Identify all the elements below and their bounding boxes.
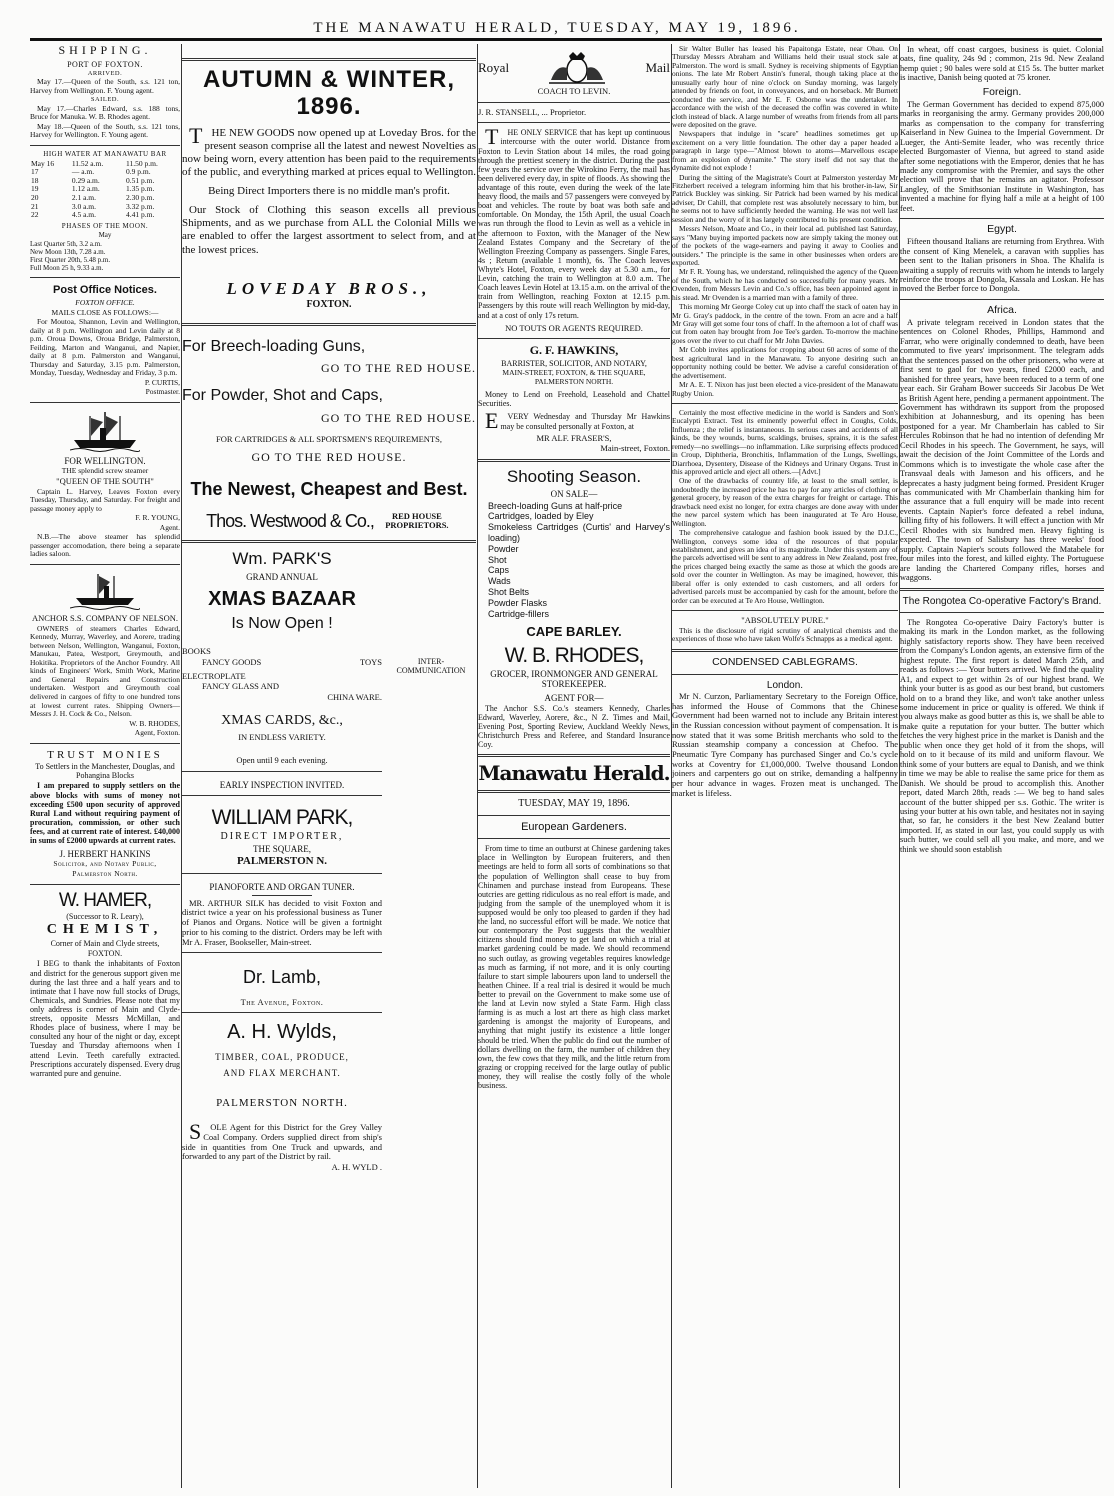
africa-heading: Africa. bbox=[987, 303, 1017, 316]
powder-heading: For Powder, Shot and Caps, bbox=[182, 387, 383, 405]
on-sale-label: ON SALE— bbox=[550, 489, 598, 500]
moon-heading: PHASES OF THE MOON. bbox=[61, 221, 149, 230]
tide-cell: 11.52 a.m. bbox=[71, 158, 104, 168]
lamb-name: Dr. Lamb, bbox=[242, 967, 322, 988]
red-house-line: GO TO THE RED HOUSE. bbox=[320, 410, 476, 425]
steamer-icon bbox=[70, 570, 140, 610]
tide-row bbox=[30, 203, 180, 212]
news-item: Certainly the most effective medicine in the world is Sanders and Son's Eucalypti Extract. Test its eminently powerful effect in Coughs, Colds, Influenza ; the relief is instantaneous. In serious cases and accidents of all kinds, be they wounds, burns, scaldings, bruises, sprains, it is the safest remedy—no swellings—no inflammation. Like surprising effects produced in Croup, Diphtheria, Bronchitis, Inflammation of the Lungs, Swellings, Diarrhoea, Dysentery, Disease of the Kidneys and Urinary Organs. Trust in this approved article and eject all others.—[Advt.] bbox=[672, 407, 898, 476]
london-heading: London. bbox=[766, 679, 804, 691]
books-label: BOOKS bbox=[182, 646, 211, 657]
fraser-name: MR ALF. FRASER'S, bbox=[536, 432, 612, 443]
moon-phase: New Moon 13th, 7.28 a.m. bbox=[30, 247, 106, 256]
postmaster-title: Postmaster. bbox=[145, 387, 180, 397]
moon-phase: Last Quarter 5th, 3.2 a.m. bbox=[30, 239, 102, 248]
fancy-glass-label: FANCY GLASS AND bbox=[202, 681, 279, 692]
news-item: During the sitting of the Magistrate's Court at Palmerston yesterday Mr Fitzherbert received a telegram informing him that his brother-in-law, Sir Patrick Buckley was sinking. Sir Patrick had been warned by his medical adviser, Dr Cahill, that complete rest was absolutely necessary to him, but he seems not to have sufficiently heeded the warning. He was not well last session and the worry of it has largely contributed to his present condition. bbox=[672, 172, 898, 224]
tide-row bbox=[30, 185, 180, 194]
news-item: Mr Cobb invites applications for cropping about 60 acres of some of the best agricultural land in the Manawatu. To anyone desiring such an opportunity nothing could be better. We advise a careful consideration of the advertisement. bbox=[672, 345, 898, 380]
arrived-text: May 17.—Queen of the South, s.s. 121 ton, Harvey from Wellington. F. Young agent. bbox=[30, 77, 180, 95]
moon-list bbox=[30, 241, 180, 273]
sale-item: Cartridges, loaded by Eley bbox=[488, 511, 594, 522]
moon-phase: First Quarter 20th, 5.48 p.m. bbox=[30, 255, 111, 264]
sale-item: Powder Flasks bbox=[488, 597, 548, 608]
column-4 bbox=[672, 44, 898, 1488]
park-heading: Wm. PARK'S bbox=[232, 548, 332, 568]
trust-subheading: To Settlers in the Manchester, Douglas, and Pohangina Blocks bbox=[35, 762, 175, 781]
tide-cell: 17 bbox=[31, 167, 39, 177]
hawkins-title: BARRISTER, SOLICITOR, AND NOTARY, bbox=[501, 359, 647, 369]
tide-cell: May 16 bbox=[31, 158, 55, 168]
news-item: The German Government has decided to expend 875,000 marks in reorganising the army. Germany provides 200,000 marks as compensation to the company for transferring Kaiserland in New Guinea to the Imperial Government. Dr Lueger, the Anti-Semite leader, who was recently thrice elected Burgomaster of Vienna, but agreed to stand aside after some negotiations with the Emperor, denies that he has made any compromise with the Premier, and says the other election will prove that he remains an agitator. Professor Langley, of the Smithsonian Institute in Washington, has invented a machine for flying half a mile at a height of 100 feet. bbox=[900, 99, 1104, 213]
grand-annual: GRAND ANNUAL bbox=[246, 572, 318, 583]
anchor-heading: ANCHOR S.S. COMPANY OF NELSON. bbox=[31, 612, 179, 623]
fancy-goods-label: FANCY GOODS bbox=[202, 657, 262, 668]
divider bbox=[252, 895, 312, 896]
divider bbox=[478, 102, 670, 103]
cartridges-heading: FOR CARTRIDGES & ALL SPORTSMEN'S REQUIREMENTS, bbox=[216, 434, 442, 445]
hamer-name: W. HAMER, bbox=[58, 889, 152, 911]
tide-cell: 3.32 p.m. bbox=[126, 201, 155, 211]
electroplate-label: ELECTROPLATE bbox=[182, 670, 246, 681]
loveday-town: FOXTON. bbox=[306, 299, 352, 311]
red-house-line: GO TO THE RED HOUSE. bbox=[251, 450, 407, 465]
hamer-town: FOXTON. bbox=[87, 949, 123, 959]
hawkins-money: Money to Lend on Freehold, Leasehold and Chattel Securities. bbox=[478, 390, 670, 409]
divider bbox=[900, 588, 1104, 591]
park-town: PALMERSTON N. bbox=[236, 854, 328, 867]
news-item: Fifteen thousand Italians are returning from Erythrea. With the consent of King Menelek, a caravan with supplies has been sent to the Italian prisoners in Shoa. The Khalifa is awaiting a supply of recruits with whom he intends to largely reinforce the troops at Dongola, Kassala and Loskan. He has moved the Berber force to Dongola. bbox=[900, 237, 1104, 294]
news-item: This morning Mr George Coley cut up into chaff the stack of oaten hay in Mr G. Gray's paddock, in the centre of the town. From an acre and a half Mr Gray will get some four tons of chaff. In the afternoon a lot of chaff was cut from oaten hay brought from Joe Tee's garden. To-morrow the machine goes over the river to cut chaff for Mr John Davies. bbox=[672, 302, 898, 345]
divider bbox=[478, 815, 670, 816]
divider bbox=[30, 277, 180, 278]
news-item: One of the drawbacks of country life, at least to the small settler, is undoubtedly the increased price he has to pay for any articles of clothing or general grocery, by reason of the extra charges for freight or cartage. This drawback need exist no longer, for extra charges are done away with under the new parcel system which has been inaugurated at Te Aro House, Wellington. bbox=[672, 476, 898, 528]
anchor-agent: W. B. RHODES, bbox=[129, 718, 180, 728]
anchor-text: OWNERS of steamers Charles Edward, Kennedy, Murray, Waverley, and Aorere, trading between Nelson, Wellington, Wanganui, Foxton, Manukau, Patea, Westport, Greymouth, and Hokitika. Proprietors of the Anchor Foundry. All kinds of Engineers' Work, Smith Work, Marine and General Repairs and Construction undertaken. Westport and Greymouth coal delivered in cargoes of fifty to one hundred tons at lowest current rates. Shipping Owners— Messrs J. H. Cock & Co., Nelson. bbox=[30, 623, 180, 719]
divider bbox=[182, 952, 382, 953]
shipping-heading: SHIPPING. bbox=[58, 44, 152, 57]
agent-for-label: AGENT FOR— bbox=[544, 692, 604, 703]
divider bbox=[182, 873, 382, 874]
mails-close: MAILS CLOSE AS FOLLOWS:— bbox=[51, 307, 159, 317]
news-item: Newspapers that indulge in "scare" headlines sometimes get up excitement on a very little foundation. The other day a paper headed a paragraph in large type—"Almost blown to atoms—Marvellous escape from an explosion of dynamite." The story itself did not say that the dynamite did not explode ! bbox=[672, 129, 898, 173]
steamer-note: N.B.—The above steamer has splendid passenger accomodation, there being a separate ladies saloon. bbox=[30, 532, 180, 559]
divider bbox=[30, 564, 180, 565]
wylds-name: A. H. Wylds, bbox=[227, 1021, 337, 1044]
tide-cell: 2.30 p.m. bbox=[126, 193, 155, 203]
masthead: THE MANAWATU HERALD, TUESDAY, MAY 19, 1896. bbox=[313, 20, 801, 36]
hankins-title: Solicitor, and Notary Public, bbox=[53, 859, 157, 869]
post-office-sub: FOXTON OFFICE. bbox=[75, 298, 135, 308]
divider bbox=[182, 323, 476, 326]
post-office-heading: Post Office Notices. bbox=[53, 284, 157, 297]
direct-importer: DIRECT IMPORTER, bbox=[220, 831, 344, 843]
herald-date: TUESDAY, MAY 19, 1896. bbox=[518, 798, 630, 810]
trust-heading: TRUST MONIES bbox=[47, 748, 163, 761]
arrived-label: ARRIVED. bbox=[87, 69, 123, 77]
tide-cell: 19 bbox=[31, 184, 39, 194]
fraser-address: Main-street, Foxton. bbox=[600, 443, 670, 454]
tide-cell: 1.35 p.m. bbox=[126, 184, 155, 194]
divider bbox=[478, 790, 670, 793]
news-item: Mr A. E. T. Nixon has just been elected a vice-president of the Manawatu Rugby Union. bbox=[672, 380, 898, 398]
divider bbox=[672, 403, 898, 404]
tide-row bbox=[30, 168, 180, 177]
divider bbox=[182, 540, 476, 543]
autumn-text: THE NEW GOODS now opened up at Loveday Bros. for the present season comprise all the latest and newest Novelties as now being worn, every attention has been paid to the requirements of the public, and everything marked at prices equal to Wellington. bbox=[182, 122, 476, 179]
moon-month: May bbox=[98, 230, 112, 239]
hawkins-address: MAIN-STREET, FOXTON, & THE SQUARE, PALMERSTON NORTH. bbox=[502, 368, 646, 386]
westwood-block bbox=[182, 511, 476, 532]
tide-cell: 0.9 p.m. bbox=[126, 167, 151, 177]
tide-cell: 4.5 a.m. bbox=[71, 210, 96, 220]
divider bbox=[478, 754, 670, 757]
autumn-heading: AUTUMN & WINTER, 1896. bbox=[203, 66, 455, 121]
bazaar-open: Is Now Open ! bbox=[231, 615, 333, 633]
divider bbox=[182, 795, 382, 796]
column-1 bbox=[30, 44, 180, 1488]
hankins-name: J. HERBERT HANKINS bbox=[59, 849, 151, 860]
shooting-heading: Shooting Season. bbox=[506, 467, 642, 487]
rhodes-trade: GROCER, IRONMONGER AND GENERAL STOREKEEPER. bbox=[490, 669, 658, 690]
cape-barley-heading: CAPE BARLEY. bbox=[526, 624, 622, 640]
open-until-line: Open until 9 each evening. bbox=[236, 755, 328, 766]
steamer-text: Captain L. Harvey, Leaves Foxton every Tuesday, Thursday, and Saturday. For freight and passage money apply to bbox=[30, 486, 180, 513]
divider bbox=[30, 402, 180, 403]
hawkins-consult: EVERY Wednesday and Thursday Mr Hawkins may be consulted personally at Foxton, at bbox=[485, 408, 670, 434]
news-item: This is the disclosure of rigid scrutiny of analytical chemists and the experiences of those who have taken Wolfe's Schnapps as a medical agent. bbox=[672, 625, 898, 644]
agent-for-text: The Anchor S.S. Co.'s steamers Kennedy, Charles Edward, Waverley, Aorere, &c., N Z. Times and Mail, Evening Post, Sporting Review, Auckland Weekly News, Christchurch Press and Referee, and Standard Insurance Coy. bbox=[478, 703, 670, 750]
news-item: A private telegram received in London states that the sentences on Colonel Rhodes, Phillips, Hammond and Farrar, who were originally condemned to death, have been commuted to five years' imprisonment. The telegram adds that the sentences passed on the other prisoners, who were at first sent to gaol for two years, fined £2000 each, and banished for three years, have been reduced to a term of one year each. Sir Graham Bower succeeds Sir Jacobus De Wet as British Agent here, pending a permanent appointment. The Government has withdrawn its support from the proposed exhibition at Johannesburg, and its opening has been postponed for a year. Mr Chamberlain has cabled to Sir Hercules Robinson that he had no intention of defending Mr Cecil Rhodes in his speech. The Government, he says, will await the decision of the Joint Committee of the Lords and Commons which is to investigate the whole case after the Transvaal deals with Jameson and his officers, and he deprecates a hasty judgment being formed. President Kruger has communicated with Mr Chamberlain thanking him for the assurance that a full enquiry will be made into recent events. Captain Napier's force defeated a rebel induna, killing fifty of his followers. It will effect a junction with Mr Cecil Rhodes with six hundred men. Heavy fighting is expected. The town of Salisbury has three weeks' food supply. Captain Napier's scouts followed the Matabele for four miles into the forest, and killed eighty. The Portuguese are landing the Chartered Company rifles, horses and waggons. bbox=[900, 317, 1104, 583]
tide-row bbox=[30, 211, 180, 220]
postmaster-name: P. CURTIS, bbox=[144, 377, 180, 387]
divider bbox=[478, 122, 670, 123]
guns-heading: For Breech-loading Guns, bbox=[182, 337, 366, 355]
tide-heading: HIGH WATER AT MANAWATU BAR bbox=[43, 149, 167, 158]
coach-proprietor: J. R. STANSELL, ... Proprietor. bbox=[478, 106, 587, 117]
tide-cell: 1.12 a.m. bbox=[71, 184, 100, 194]
inter-communication-heading: INTER-COMMUNICATION bbox=[396, 657, 466, 676]
herald-masthead: Manawatu Herald. bbox=[478, 761, 670, 786]
news-item: The comprehensive catalogue and fashion book issued by the D.I.C., Wellington, conveys some idea of the resources of that popular establishment, and gives an idea of its magnitude. Under this system any of the parcels advertised will be sent to any address in New Zealand, post free, the prices charged being exactly the same as those at which the goods are sold over the counter in Wellington. As may be imagined, however, this liberal offer is only extended to cash customers, and all orders for advertised parcels must be accompanied by cash for the amount, before the order can be executed at Te Aro House, Wellington. bbox=[672, 528, 898, 605]
tide-cell: 11.50 p.m. bbox=[126, 158, 158, 168]
tide-cell: 3.0 a.m. bbox=[71, 201, 96, 211]
william-park-name: WILLIAM PARK, bbox=[211, 806, 353, 830]
china-label: CHINA WARE. bbox=[327, 692, 382, 703]
variety-line: IN ENDLESS VARIETY. bbox=[238, 731, 326, 742]
sale-item: Wads bbox=[488, 576, 511, 587]
steamer-agent-title: Agent. bbox=[159, 522, 180, 532]
divider bbox=[30, 145, 180, 146]
lamb-address: The Avenue, Foxton. bbox=[240, 996, 324, 1007]
anchor-agent-title: Agent, Foxton. bbox=[134, 728, 180, 738]
post-office-text: For Moutoa, Shannon, Levin and Wellington, daily at 8 p.m. Wellington and Levin daily at 8 p.m. Oroua Downs, Oroua Bridge, Palmerston, Feilding, Marton and Wanganui, and Napier, daily at 8 p.m. Palmerston and Wanganui, Thursday and Saturday, 3.15 p.m. Palmerston, Monday, Tuesday, Wednesday and Friday, 3 p.m. bbox=[30, 317, 180, 378]
foreign-heading: Foreign. bbox=[982, 85, 1022, 98]
sale-item: Shot Belts bbox=[488, 587, 530, 598]
hamer-successor: (Successor to R. Leary), bbox=[66, 912, 144, 922]
divider bbox=[478, 838, 670, 839]
column-3 bbox=[478, 44, 670, 1488]
toys-label: TOYS bbox=[359, 657, 382, 668]
sailed-text: May 17.—Charles Edward, s.s. 188 tons, Bruce for Manuka. W. B. Rhodes agent. bbox=[30, 103, 180, 122]
tide-cell: 22 bbox=[31, 210, 39, 220]
divider bbox=[182, 771, 382, 772]
divider bbox=[478, 459, 670, 462]
xmas-bazaar-heading: XMAS BAZAAR bbox=[208, 588, 356, 611]
tide-row bbox=[30, 160, 180, 169]
silk-text: MR. ARTHUR SILK has decided to visit Foxton and district twice a year on his professional business as Tuner of Pianos and Organs. Notice will be given a fortnight prior to his coming to the district. Orders may be left with Mr A. Fraser, Bookseller, Main-street. bbox=[182, 897, 382, 947]
rongotea-heading: The Rongotea Co-operative Factory's Brand. bbox=[902, 595, 1102, 607]
sale-item: Caps bbox=[488, 565, 510, 576]
tide-cell: 2.1 a.m. bbox=[71, 193, 96, 203]
tide-table bbox=[30, 160, 180, 220]
rhodes-name: W. B. RHODES, bbox=[504, 644, 644, 668]
sale-item: Powder bbox=[488, 543, 519, 554]
news-item: Mr N. Curzon, Parliamentary Secretary to the Foreign Office, has informed the House of Commons that the Chinese Government had been warned not to include any Britain interest in the Russian concession without payment of compensation. It is now stated that it was some British merchants who sold to the Russian steamship company a concession at Chefoo. The Pneumatic Tyre Company has purchased Singer and Co.'s cycle works at Coventry for £1,000,000. Twelve thousand London joiners and carpenters go out on strike, demanding a halfpenny per hour advance in wages. Frozen meat is unchanged. The market is lifeless. bbox=[672, 690, 898, 798]
divider bbox=[478, 338, 670, 339]
tide-cell: 0.51 p.m. bbox=[126, 175, 155, 185]
tide-cell: 21 bbox=[31, 201, 39, 211]
hankins-place: Palmerston North. bbox=[72, 869, 138, 878]
sale-item: Shot bbox=[488, 554, 507, 565]
no-touts: NO TOUTS OR AGENTS REQUIRED. bbox=[505, 322, 643, 333]
divider bbox=[900, 299, 1104, 300]
royal-mail-banner bbox=[478, 50, 670, 86]
early-inspection: EARLY INSPECTION INVITED. bbox=[219, 780, 345, 791]
absolutely-pure-heading: "ABSOLUTELY PURE." bbox=[741, 615, 829, 625]
sale-item: Smokeless Cartridges (Curtis' and Harvey's loading) bbox=[488, 522, 670, 544]
coach-text: THE ONLY SERVICE that has kept up continuous intercourse with the outer world. Distance from Foxton to Levin Station about 14 miles, the road going through the prettiest scenery in the district. During the past few years the service over the Wirokino Ferry, the mail has been delivered every day, in spite of floods. As showing the advantage of this route, even during the week of the late heavy flood, the mails and 57 passengers were conveyed by boat and vehicles. The route by boat was both safe and comfortable. On Monday, the 15th April, the usual Coach was run through the flood to Levin as well as a vehicle in the afternoon to Foxton, with the Manager of the New Zealand Estates Company and the Secretary of the Wellington Freezing Company as passengers. Single Fares, 4s ; Return (available 1 month), 6s. The Coach leaves Whyte's Hotel, Foxton, every week day at 5.30 a.m., for Levin, catching the train to Wellington at 8.0 a.m. The Coach leaves Levin Hotel at 13.15 a.m. on the arrival of the train from Wellington, reaching Foxton at 12.15 p.m. Passengers by this route will reach Wellington by mid-day, and at a cost of only 17s return. bbox=[478, 124, 670, 320]
wylds-text: SOLE Agent for this District for the Grey Valley Coal Company. Orders supplied direct from ship's side in quantities from One Truck and upwards, and forwarded to any part of the District by rail. bbox=[182, 1119, 382, 1162]
westwood-title: RED HOUSE PROPRIETORS. bbox=[385, 510, 449, 531]
divider bbox=[182, 1012, 382, 1013]
divider bbox=[672, 674, 898, 675]
divider bbox=[30, 884, 180, 885]
news-item: Sir Walter Buller has leased his Papaitonga Estate, near Ohau. On Thursday Messrs Abraham and Williams held their usual stock sale at Palmerston. The word is small. Sydney is receiving shipments of Egyptian onions. The late Mr Robert Anstin's funeral, though taking place at the unusually early hour of nine o'clock on Sunday morning, was largely attended by friends on foot, in conveyances, and on horseback. Mr Burnett conducted the service, and Mr E. F. Osborne was the undertaker. In accordance with the wish of the deceased the coffin was covered in white cloth instead of black. A large number of wreaths from friends from all parts were deposited on the grave. bbox=[672, 44, 898, 129]
divider bbox=[182, 58, 476, 61]
steamer-agent: F. R. YOUNG, bbox=[135, 513, 180, 523]
column-5 bbox=[900, 44, 1104, 1488]
egypt-heading: Egypt. bbox=[987, 223, 1017, 236]
news-item: Messrs Nelson, Moate and Co., in their local ad. published last Saturday, says "Many buying imported packets now are simply taking the money out of the pockets of the wage-earners and paying it away to Coolies and outsiders." The principle is the same in other businesses when orders are exported. bbox=[672, 224, 898, 267]
cablegrams-heading: CONDENSED CABLEGRAMS. bbox=[712, 655, 858, 668]
tide-cell: 18 bbox=[31, 175, 39, 185]
sailed-label: SAILED. bbox=[90, 96, 120, 104]
piano-heading: PIANOFORTE AND ORGAN TUNER. bbox=[209, 881, 355, 892]
xmas-cards-heading: XMAS CARDS, &c., bbox=[221, 712, 343, 728]
sailed-text: May 18.—Queen of the South, s.s. 121 tons, Harvey for Wellington. F. Young agent. bbox=[30, 121, 180, 140]
railway-timetable bbox=[386, 656, 476, 676]
autumn-stock: Our Stock of Clothing this season excells all previous Shipments, and as we purchase from ALL the Colonial Mills we are enabled to offer the largest assortment to select from, and at the lowest prices. bbox=[182, 204, 476, 256]
masthead-rule bbox=[30, 38, 1102, 41]
european-gardeners-text: From time to time an outburst at Chinese gardening takes place in Wellington by European fruiterers, and then meetings are held to form all sorts of combinations so that the population of Wellington shall cease to buy from Chinamen and purchase instead from Europeans. These outcries are getting ridiculous as no real effort is made, and judging from the sample of the unemployed whom it is supposed would be only too pleased to garden if they had the land, no successful effort will be made. We notice that our contemporary the Post suggests that the wealthier citizens should find money to get land on which a trial at market gardening could be made. We should recommend no such outlay, as growing vegetables requires knowledge as much as farming, if not more, and it is only courting failure to start simple labourers upon land to undersell the heathen Chinee. If a real trial is desired it would be much better to prevail on the Government to make some use of the land at Levin now styled a State Farm. High class farming is as much a lost art there as high class market gardening is amongst the majority of Europeans, and anything that might justify its existence a little longer should be tried. When the public do find out the number of dollars dwelling on the farm, the number of children they own, the few cows that they milk, and the little return from grazing or cropping received for the large outlay of public money, they will realise the costly folly of the whole business. bbox=[478, 844, 670, 1091]
steamer-icon bbox=[70, 408, 140, 452]
newest-heading: The Newest, Cheapest and Best. bbox=[190, 478, 468, 499]
trust-text: I am prepared to supply settlers on the above blocks with sums of money not exceeding £500 upon security of approved Rural Land without requiring payment of procuration, commission, or other such fees, and at current rate of interest. £40,000 in sums of £2000 upwards at current rates. bbox=[30, 781, 180, 846]
hamer-text: I BEG to thank the inhabitants of Foxton and district for the generous support given me during the last three and a half years and to intimate that I have now full stocks of Drugs, Chemicals, and Sundries. Please note that my only address is corner of Main and Clyde-streets, opposite Messrs McMillan, and Rhodes place of business, where I may be consulted any hour of the night or day, except Tuesday and Thursday afternoons when I attend Levin. Teeth carefully extracted. Prescriptions accurately dispensed. Every drug warranted pure and genuine. bbox=[30, 959, 180, 1078]
sale-list bbox=[478, 501, 670, 620]
tide-cell: 20 bbox=[31, 193, 39, 203]
hamer-address: Corner of Main and Clyde streets, bbox=[50, 939, 160, 949]
tide-cell: 4.41 p.m. bbox=[126, 210, 155, 220]
column-2 bbox=[182, 44, 476, 1488]
moon-phase: Full Moon 25 h, 9.33 a.m. bbox=[30, 263, 104, 272]
royal-label: Royal bbox=[478, 59, 510, 75]
hawkins-name: G. F. HAWKINS, bbox=[529, 343, 619, 358]
wylds-merchant: AND FLAX MERCHANT. bbox=[223, 1068, 341, 1079]
wylds-town: PALMERSTON NORTH. bbox=[216, 1096, 348, 1109]
park-square: THE SQUARE, bbox=[253, 843, 311, 854]
tide-row bbox=[30, 177, 180, 186]
tide-cell: — a.m. bbox=[71, 167, 95, 177]
european-gardeners-heading: European Gardeners. bbox=[521, 820, 627, 833]
sale-item: Cartridge-fillers bbox=[488, 608, 550, 619]
divider bbox=[672, 610, 898, 611]
steamer-intro: THE splendid screw steamer bbox=[61, 466, 149, 476]
news-item: Mr F. R. Young has, we understand, relinquished the agency of the Queen of the South, which he has conducted so successfully for many years. Mr Ovenden, from Messrs Levin and Co.'s office, has been appointed agent in his stead. Mr Ovenden is a married man with a family of three. bbox=[672, 267, 898, 302]
tide-row bbox=[30, 194, 180, 203]
divider bbox=[900, 218, 1104, 219]
chemist-heading: CHEMIST, bbox=[46, 922, 164, 938]
mail-label: Mail bbox=[645, 59, 670, 75]
divider bbox=[900, 612, 1104, 613]
red-house-line: GO TO THE RED HOUSE. bbox=[320, 360, 476, 375]
loveday-heading: LOVEDAY BROS., bbox=[226, 278, 432, 298]
wylds-trade: TIMBER, COAL, PRODUCE, bbox=[215, 1052, 349, 1063]
coach-heading: COACH TO LEVIN. bbox=[537, 86, 611, 96]
divider bbox=[672, 649, 898, 652]
autumn-importers: Being Direct Importers there is no middle man's profit. bbox=[208, 185, 450, 198]
wylds-signature: A. H. WYLD . bbox=[331, 1161, 382, 1172]
royal-crest-icon bbox=[547, 50, 607, 86]
divider bbox=[30, 743, 180, 744]
port-heading: PORT OF FOXTON. bbox=[67, 59, 143, 69]
wellington-heading: FOR WELLINGTON. bbox=[64, 456, 146, 467]
news-item: The Rongotea Co-operative Dairy Factory's butter is making its mark in the London market, as the following highly satisfactory reports show. They have been received from the Company's London agents, an extensive firm of the highest repute. The first report is dated March 25th, and reads as follows :— Your butters arrived. We find the quality A1, and expect to get within 2s of our highest brand. We think your butter is as good as our best brand, but customers hold on to a brand they like, and won't take another unless some inducement in price or quality is offered. We think if you always make as good butter as this is, we shall be able to make quite a reputation for your butter. The butter which fetches the very highest price in the market is Danish and the public when once they get hold of it from the shops, will hold on to it because of its mild and uniform flavour. We think some of your butters are equal to Danish, and we think in time we may be able to realise the same price for them as Danish. We should be proud to accomplish this. Another report, dated March 28th, reads :— We beg to hand sales account of the butter shipped per s.s. Gothic. The writer is using your butter at his own table, and hesitates not in saying that, so far, he considers it the best New Zealand butter imported. If, as stated in our last, you could supply us with such butter, we could sell all you make, and more, and we think we should soon establish bbox=[900, 617, 1104, 854]
steamer-name: "QUEEN OF THE SOUTH" bbox=[56, 475, 154, 486]
westwood-name: Thos. Westwood & Co., bbox=[206, 511, 374, 532]
sale-item: Breech-loading Guns at half-price bbox=[488, 500, 623, 511]
tide-cell: 0.29 a.m. bbox=[71, 175, 100, 185]
news-item: In wheat, off coast cargoes, business is quiet. Colonial oats, fine quality, 24s 9d ; common, 21s 9d. New Zealand hemp quiet ; 90 bales were sold at £15 5s. The butter market is inactive, Danish being quoted at 75 kroner. bbox=[900, 45, 1104, 83]
